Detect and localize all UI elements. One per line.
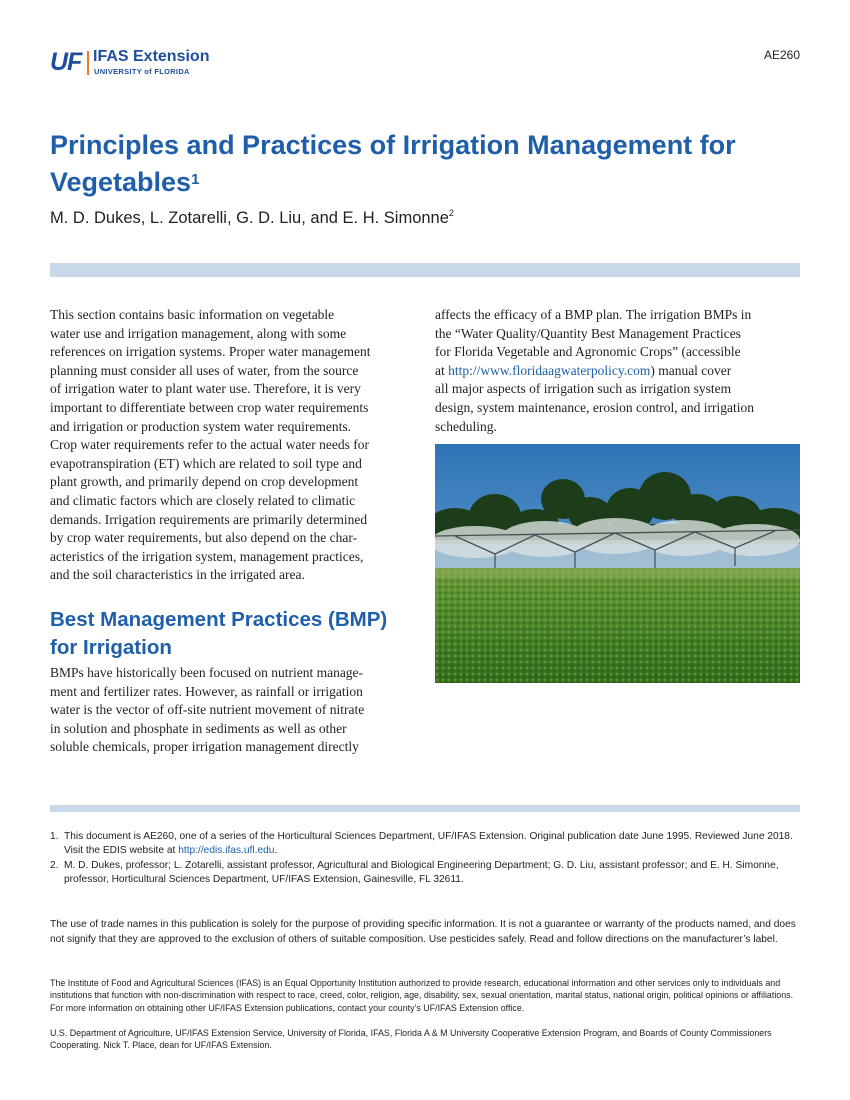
bmp-line: ment and fertilizer rates. However, as rainfall or irrigation [50,683,363,699]
authors-footnote-ref: 2 [448,208,454,218]
bottom-divider [50,805,800,812]
bmp-line: design, system maintenance, erosion control, and irrigation [435,399,755,415]
footnote-number: 1. [50,831,59,842]
bmp-line: affects the efficacy of a BMP plan. The irrigation BMPs in [435,307,752,322]
bmp-line: BMPs have historically been focused on nutrient manage- [50,665,364,680]
trade-names-disclaimer [50,917,800,947]
logo-name: IFAS Extension [93,48,210,65]
trade-names-text: The use of trade names in this publication is solely for the purpose of providing specific information. It is not a guarantee or warranty of the products named, and does not signify that they are approved to the exclusion of others of suitable composition. Use pesticides safely. Read and follow directions on the manufacturer’s label. [50,919,796,945]
title-footnote-ref: 1 [191,171,200,188]
intro-line: Crop water requirements refer to the actual water needs for [50,437,369,453]
bmp-paragraph-continued [435,306,800,436]
link-prefix: at [435,362,449,378]
top-divider [50,263,800,277]
bmp-line: in solution and phosphate in sediments as well as other [50,720,347,736]
intro-line: of irrigation water to plant water use. Therefore, it is very [50,381,361,397]
equal-opportunity-statement [50,977,800,1014]
floridaagwaterpolicy-link[interactable]: http://www.floridaagwaterpolicy.com [448,362,651,378]
edis-link[interactable]: http://edis.ifas.ufl.edu [178,845,275,857]
bmp-line: the “Water Quality/Quantity Best Management Practices [435,325,741,341]
footnote-2 [50,859,800,888]
intro-line: acteristics of the irrigation system, management practices, [50,548,364,564]
intro-line: by crop water requirements, but also depend on the char- [50,530,358,546]
intro-line: and the soil characteristics in the irrigated area. [50,567,305,583]
bmp-paragraph [50,664,415,757]
cooperating-agencies-text: U.S. Department of Agriculture, UF/IFAS Extension Service, University of Florida, IFAS, Florida A & M University Cooperative Extension Program, and Boards of County Commissioners Cooperating. Nick T. Place, dean for UF/IFAS Extension. [50,1028,772,1051]
intro-line: references on irrigation systems. Proper water management [50,344,371,360]
irrigation-photo-illustration [435,444,800,683]
intro-line: water use and irrigation management, along with some [50,325,347,341]
authors [50,209,454,228]
bmp-line: all major aspects of irrigation such as irrigation system [435,381,732,397]
intro-line: important to differentiate between crop water requirements [50,399,369,415]
footnote-text: This document is AE260, one of a series of the Horticultural Sciences Department, UF/IFAS Extension. Original publication date June 1995. Reviewed June 2018. Visit the EDIS website at [64,831,793,857]
intro-line: planning must consider all uses of water, from the source [50,362,359,378]
intro-line: and climatic factors which are closely related to climatic [50,492,356,508]
intro-line: demands. Irrigation requirements are primarily determined [50,511,368,527]
footnote-number: 2. [50,859,59,871]
document-title [50,127,810,201]
irrigation-field-photo [435,444,800,683]
logo-university: UNIVERSITY of FLORIDA [94,67,190,76]
bmp-line: soluble chemicals, proper irrigation management directly [50,739,359,755]
bmp-line-with-link [435,362,800,381]
bmp-line: scheduling. [435,418,497,434]
intro-line: evapotranspiration (ET) which are related to soil type and [50,455,362,471]
footnote-text: M. D. Dukes, professor; L. Zotarelli, assistant professor, Agricultural and Biological Engineering Department; G. D. Liu, assistant professor; and E. H. Simonne, professor, Horticultural Sciences Department, UF/IFAS Extension, Gainesville, FL 32611. [64,859,779,886]
link-suffix: ) manual cover [650,362,732,378]
cooperating-agencies-statement [50,1027,800,1052]
section-heading-bmp: Best Management Practices (BMP) for Irrigation [50,608,388,659]
logo-divider [87,51,89,75]
publication-number: AE260 [763,48,800,62]
authors-text: M. D. Dukes, L. Zotarelli, G. D. Liu, and E. H. Simonne [50,209,449,227]
footnote-1 [50,830,800,859]
intro-line: This section contains basic information on vegetable [50,307,335,322]
footnotes [50,830,800,888]
bmp-line: for Florida Vegetable and Agronomic Crops” (accessible [435,344,741,360]
title-text: Principles and Practices of Irrigation Management for Vegetables [50,130,736,197]
intro-line: plant growth, and primarily depend on crop development [50,474,359,490]
ifas-extension-logo [50,48,230,78]
bmp-line: water is the vector of off-site nutrient movement of nitrate [50,702,365,718]
intro-paragraph [50,306,415,585]
intro-line: and irrigation or production system water requirements. [50,418,352,434]
footnote-end: . [274,845,278,857]
equal-opportunity-text: The Institute of Food and Agricultural Sciences (IFAS) is an Equal Opportunity Institution authorized to provide research, educational information and other services only to individuals and institutions that function with non-discrimination with respect to race, creed, color, religion, age, disability, sex, sexual orientation, marital status, national origin, political opinions or affiliations. For more information on obtaining other UF/IFAS Extension publications, contact your county’s UF/IFAS Extension office. [50,978,794,1013]
uf-monogram: UF [50,48,82,76]
